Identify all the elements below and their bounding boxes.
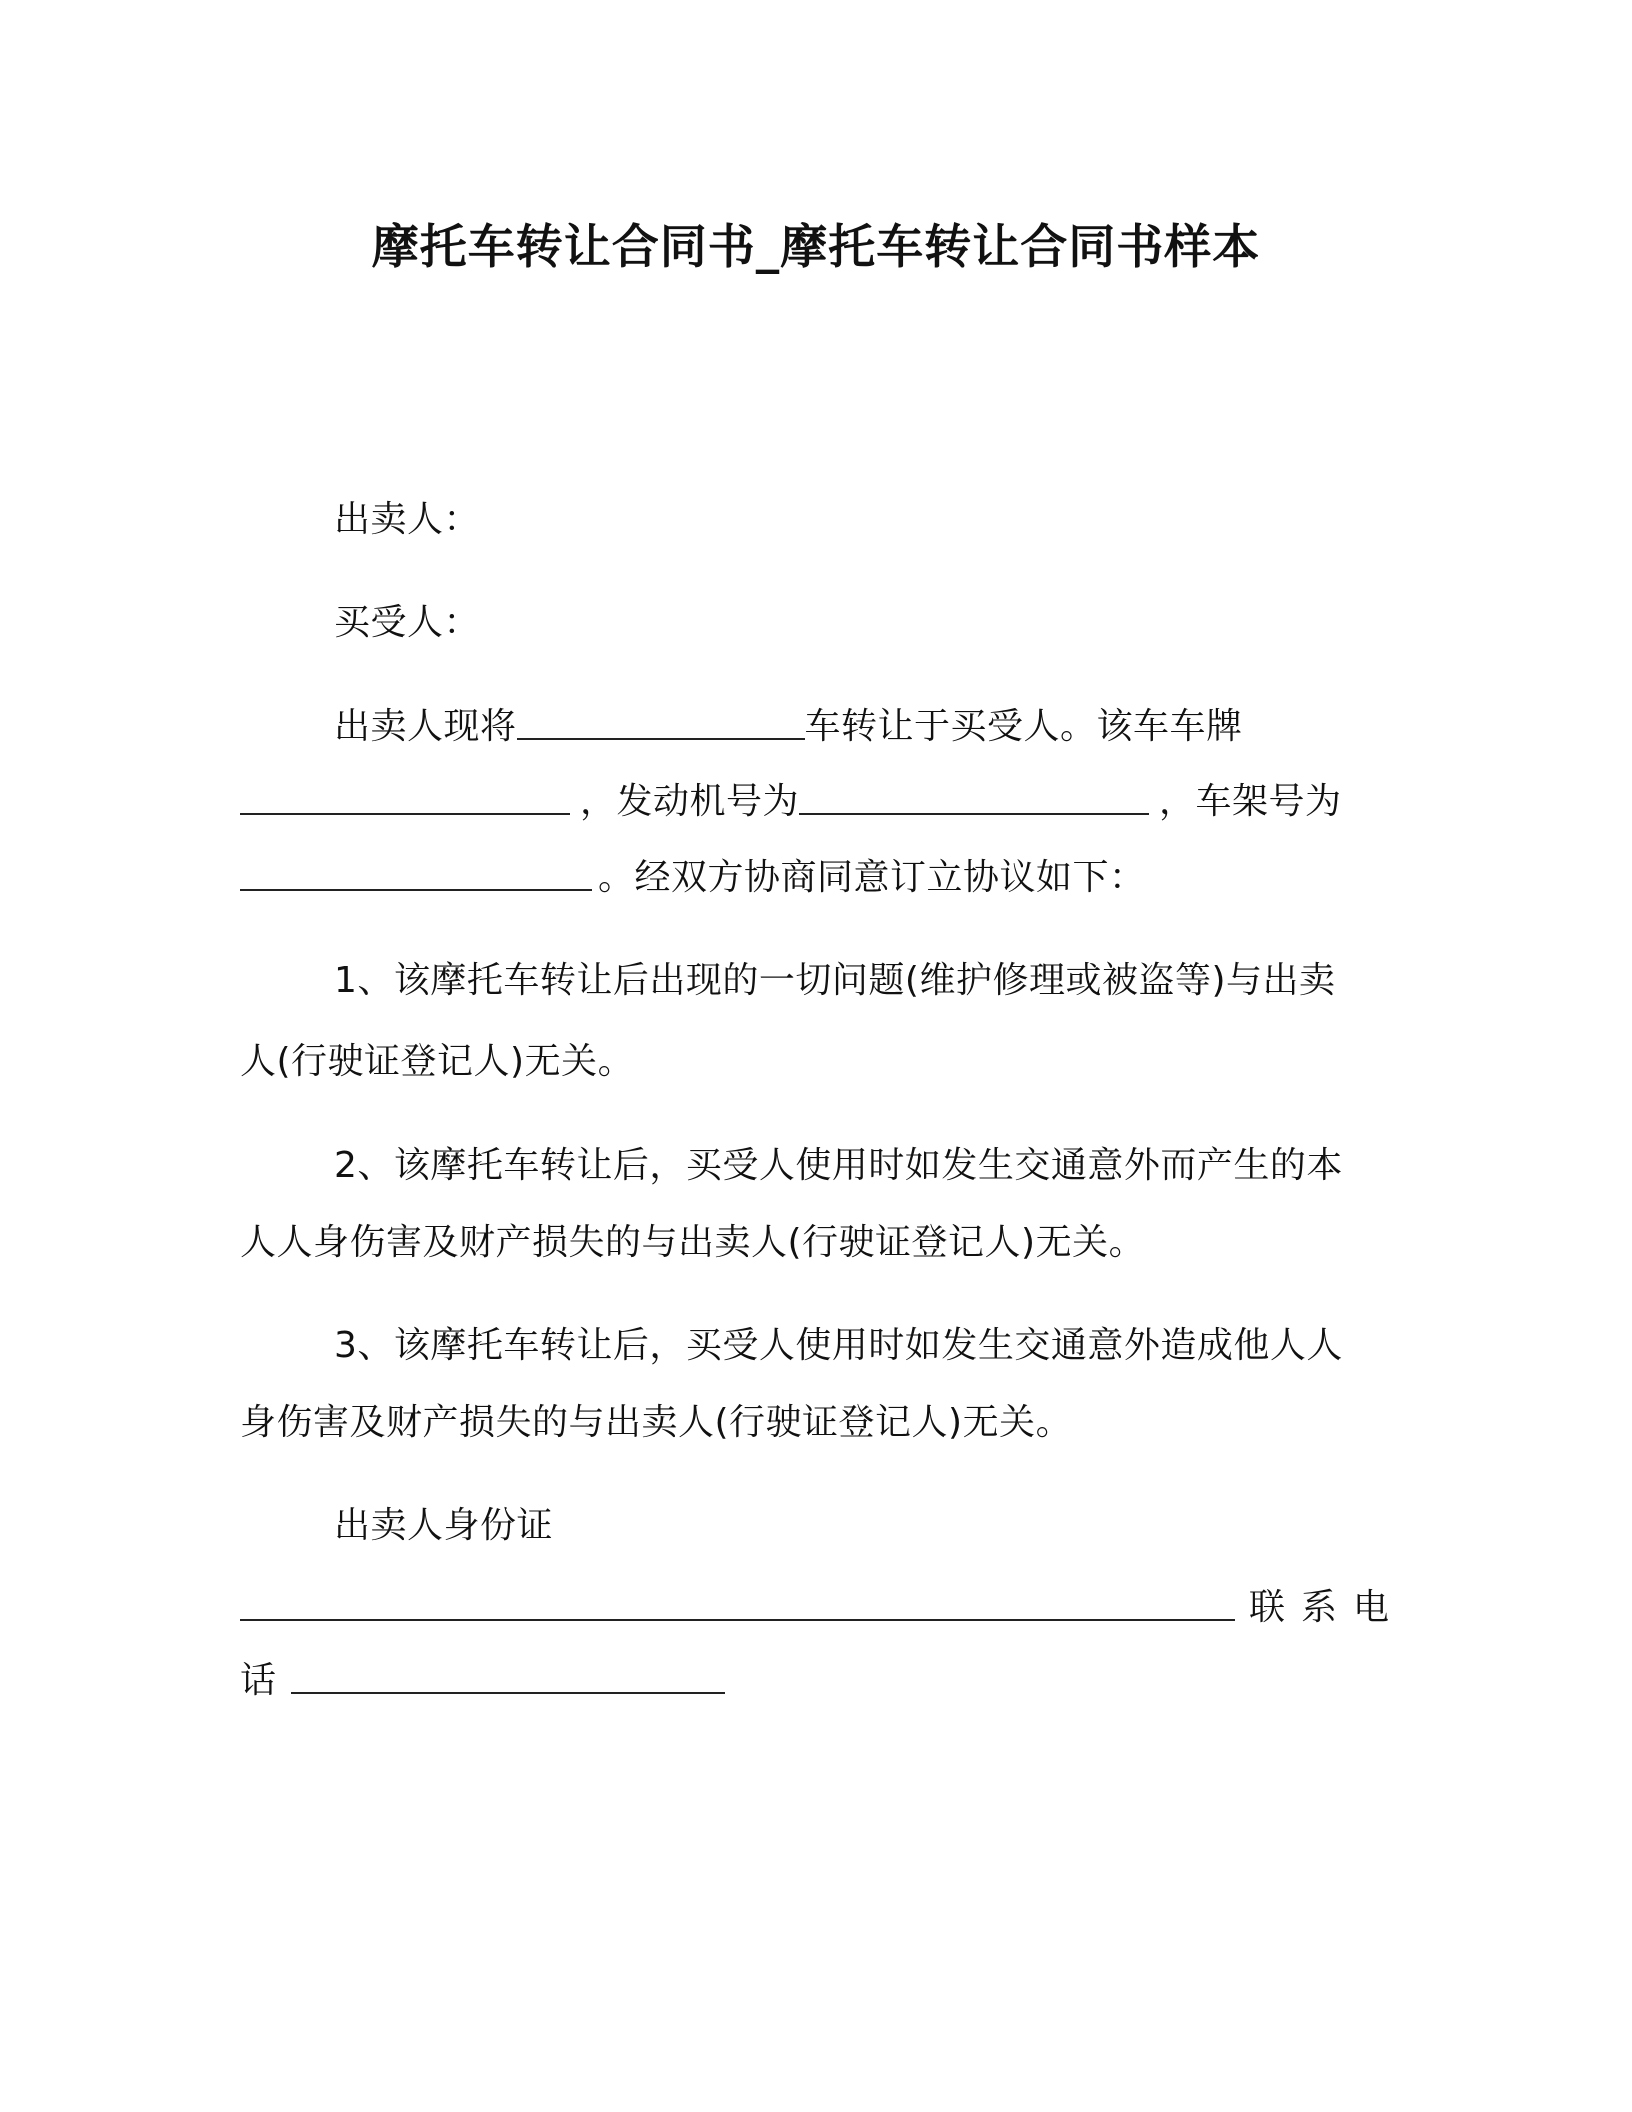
intro-line-3 [240, 853, 1146, 903]
seller-id-label: 出卖人身份证 [334, 1505, 554, 1546]
phone-label-part2: 话 [240, 1660, 277, 1701]
buyer-label: 买受人： [334, 602, 481, 643]
phone-line [240, 1656, 725, 1706]
engine-number-blank [799, 813, 1149, 815]
frame-number-blank [240, 889, 592, 891]
intro-line-1 [334, 702, 1243, 752]
intro-text-1: 出卖人现将 [334, 706, 517, 747]
intro-text-2: 车转让于买受人。该车车牌 [804, 706, 1243, 747]
intro-text-3: ，发动机号为 [580, 781, 800, 822]
clause-1-line-2: 人(行驶证登记人)无关。 [240, 1041, 635, 1082]
seller-label: 出卖人： [334, 499, 481, 540]
clause-2-line-1: 2、该摩托车转让后，买受人使用时如发生交通意外而产生的本 [334, 1145, 1343, 1186]
intro-text-5: 。经双方协商同意订立协议如下： [598, 857, 1146, 898]
vehicle-blank [517, 738, 805, 740]
plate-number-blank [240, 813, 570, 815]
document-title: 摩托车转让合同书_摩托车转让合同书样本 [371, 220, 1261, 275]
phone-number-blank [291, 1692, 725, 1694]
phone-label-part1: 联系电 [1249, 1587, 1406, 1628]
seller-id-blank [240, 1619, 1235, 1621]
intro-text-4: ，车架号为 [1159, 781, 1342, 822]
seller-id-line [240, 1583, 1405, 1633]
clause-3-line-1: 3、该摩托车转让后，买受人使用时如发生交通意外造成他人人 [334, 1325, 1343, 1366]
clause-1-line-1: 1、该摩托车转让后出现的一切问题(维护修理或被盗等)与出卖 [334, 960, 1336, 1001]
clause-2-line-2: 人人身伤害及财产损失的与出卖人(行驶证登记人)无关。 [240, 1222, 1146, 1263]
clause-3-line-2: 身伤害及财产损失的与出卖人(行驶证登记人)无关。 [240, 1402, 1073, 1443]
intro-line-2 [240, 777, 1342, 827]
